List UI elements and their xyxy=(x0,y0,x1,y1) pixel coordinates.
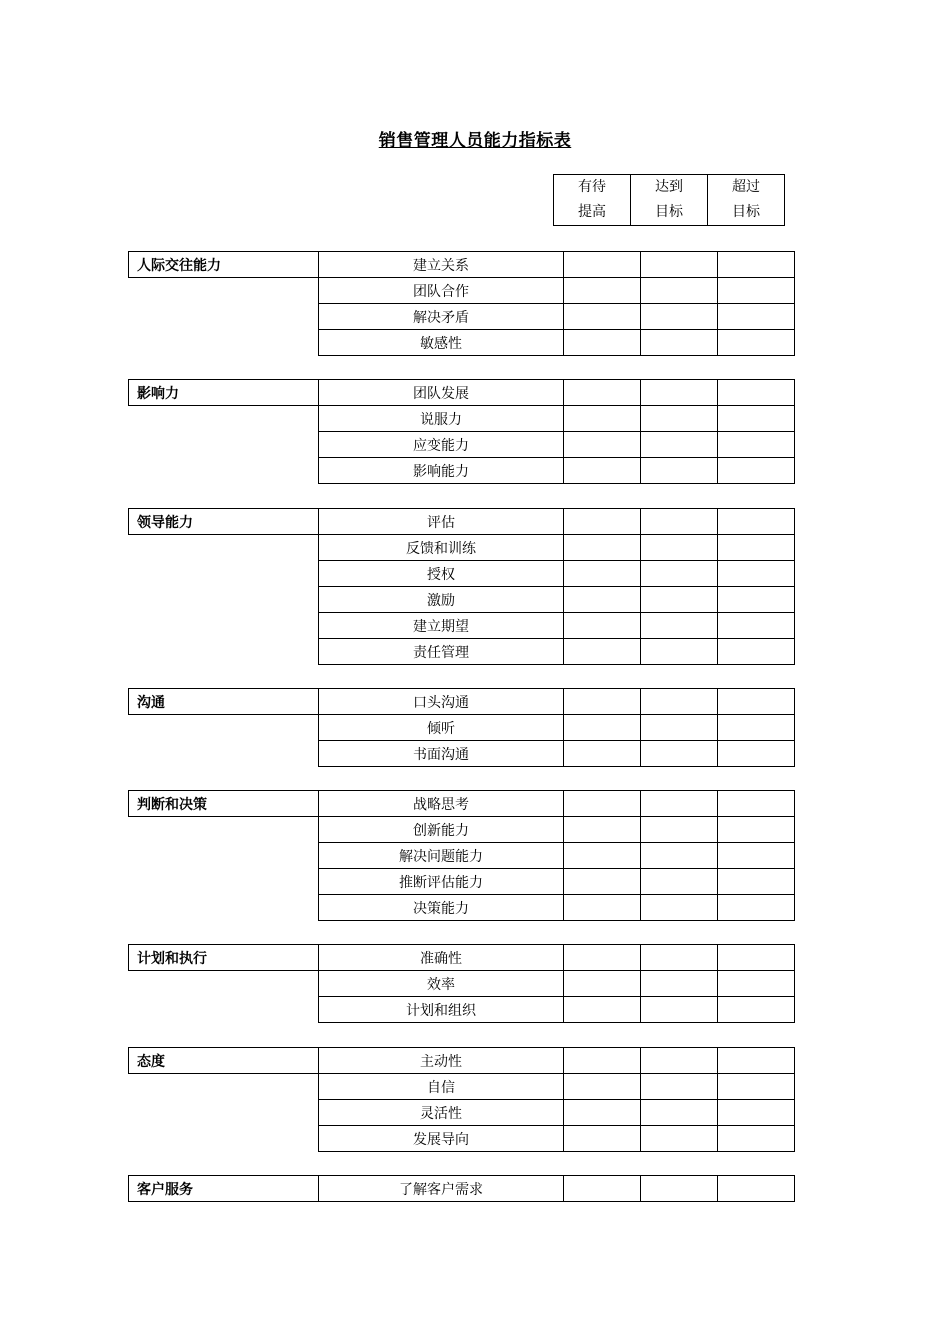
competency-item: 决策能力 xyxy=(319,895,564,921)
rating-cell-needs-improvement[interactable] xyxy=(564,1074,641,1100)
rating-cell-meets-target[interactable] xyxy=(641,791,718,817)
rating-cell-needs-improvement[interactable] xyxy=(564,458,641,484)
competency-item: 书面沟通 xyxy=(319,741,564,767)
rating-cell-meets-target[interactable] xyxy=(641,817,718,843)
rating-cell-exceeds-target[interactable] xyxy=(718,843,795,869)
table-row xyxy=(129,1176,795,1202)
rating-cell-needs-improvement[interactable] xyxy=(564,895,641,921)
rating-cell-exceeds-target[interactable] xyxy=(718,278,795,304)
rating-cell-needs-improvement[interactable] xyxy=(564,535,641,561)
table-row xyxy=(129,741,795,767)
header-meets-target: 达到 目标 xyxy=(631,175,708,226)
competency-item: 自信 xyxy=(319,1074,564,1100)
competency-item: 推断评估能力 xyxy=(319,869,564,895)
table-row xyxy=(129,971,795,997)
table-row xyxy=(129,278,795,304)
rating-cell-meets-target[interactable] xyxy=(641,330,718,356)
competency-item: 团队发展 xyxy=(319,380,564,406)
category-spacer xyxy=(129,1100,319,1126)
category-spacer xyxy=(129,639,319,665)
category-spacer xyxy=(129,304,319,330)
rating-cell-needs-improvement[interactable] xyxy=(564,1048,641,1074)
rating-cell-meets-target[interactable] xyxy=(641,252,718,278)
rating-cell-meets-target[interactable] xyxy=(641,304,718,330)
table-row xyxy=(129,817,795,843)
section-table xyxy=(128,379,795,484)
rating-cell-exceeds-target[interactable] xyxy=(718,639,795,665)
table-row xyxy=(129,509,795,535)
rating-cell-exceeds-target[interactable] xyxy=(718,1126,795,1152)
competency-item: 战略思考 xyxy=(319,791,564,817)
rating-cell-meets-target[interactable] xyxy=(641,432,718,458)
rating-cell-meets-target[interactable] xyxy=(641,380,718,406)
category-spacer xyxy=(129,432,319,458)
rating-cell-needs-improvement[interactable] xyxy=(564,741,641,767)
rating-cell-needs-improvement[interactable] xyxy=(564,380,641,406)
rating-cell-exceeds-target[interactable] xyxy=(718,252,795,278)
category-spacer xyxy=(129,869,319,895)
rating-cell-exceeds-target[interactable] xyxy=(718,1100,795,1126)
category-spacer xyxy=(129,895,319,921)
page-title: 销售管理人员能力指标表 xyxy=(378,131,572,151)
rating-cell-exceeds-target[interactable] xyxy=(718,613,795,639)
competency-item: 激励 xyxy=(319,587,564,613)
table-row xyxy=(129,406,795,432)
competency-item: 反馈和训练 xyxy=(319,535,564,561)
competency-item: 应变能力 xyxy=(319,432,564,458)
rating-cell-needs-improvement[interactable] xyxy=(564,1100,641,1126)
table-row xyxy=(129,843,795,869)
rating-cell-exceeds-target[interactable] xyxy=(718,945,795,971)
rating-cell-exceeds-target[interactable] xyxy=(718,1176,795,1202)
rating-cell-exceeds-target[interactable] xyxy=(718,817,795,843)
rating-cell-exceeds-target[interactable] xyxy=(718,869,795,895)
rating-cell-needs-improvement[interactable] xyxy=(564,715,641,741)
category-label: 态度 xyxy=(129,1048,319,1074)
rating-cell-needs-improvement[interactable] xyxy=(564,791,641,817)
rating-cell-meets-target[interactable] xyxy=(641,869,718,895)
category-spacer xyxy=(129,971,319,997)
category-spacer xyxy=(129,1074,319,1100)
rating-cell-needs-improvement[interactable] xyxy=(564,509,641,535)
table-row xyxy=(129,613,795,639)
competency-item: 主动性 xyxy=(319,1048,564,1074)
rating-cell-needs-improvement[interactable] xyxy=(564,689,641,715)
rating-cell-needs-improvement[interactable] xyxy=(564,406,641,432)
table-row xyxy=(129,535,795,561)
category-spacer xyxy=(129,817,319,843)
rating-cell-needs-improvement[interactable] xyxy=(564,997,641,1023)
section-table xyxy=(128,944,795,1023)
rating-cell-needs-improvement[interactable] xyxy=(564,1126,641,1152)
rating-cell-needs-improvement[interactable] xyxy=(564,304,641,330)
rating-cell-meets-target[interactable] xyxy=(641,406,718,432)
rating-cell-needs-improvement[interactable] xyxy=(564,587,641,613)
competency-item: 团队合作 xyxy=(319,278,564,304)
category-label: 影响力 xyxy=(129,380,319,406)
competency-item: 准确性 xyxy=(319,945,564,971)
rating-cell-meets-target[interactable] xyxy=(641,997,718,1023)
rating-cell-needs-improvement[interactable] xyxy=(564,843,641,869)
rating-cell-exceeds-target[interactable] xyxy=(718,587,795,613)
table-row xyxy=(129,689,795,715)
rating-cell-exceeds-target[interactable] xyxy=(718,741,795,767)
category-spacer xyxy=(129,843,319,869)
rating-cell-meets-target[interactable] xyxy=(641,741,718,767)
competency-item: 灵活性 xyxy=(319,1100,564,1126)
rating-cell-exceeds-target[interactable] xyxy=(718,535,795,561)
rating-cell-exceeds-target[interactable] xyxy=(718,304,795,330)
table-row xyxy=(129,380,795,406)
rating-cell-needs-improvement[interactable] xyxy=(564,971,641,997)
rating-cell-meets-target[interactable] xyxy=(641,278,718,304)
section-table xyxy=(128,790,795,921)
table-row xyxy=(129,587,795,613)
rating-cell-meets-target[interactable] xyxy=(641,689,718,715)
rating-cell-meets-target[interactable] xyxy=(641,1074,718,1100)
rating-cell-meets-target[interactable] xyxy=(641,971,718,997)
competency-item: 授权 xyxy=(319,561,564,587)
rating-cell-exceeds-target[interactable] xyxy=(718,689,795,715)
category-spacer xyxy=(129,278,319,304)
rating-cell-exceeds-target[interactable] xyxy=(718,458,795,484)
table-row xyxy=(129,639,795,665)
competency-item: 计划和组织 xyxy=(319,997,564,1023)
competency-item: 影响能力 xyxy=(319,458,564,484)
section-table xyxy=(128,251,795,356)
competency-item: 口头沟通 xyxy=(319,689,564,715)
category-spacer xyxy=(129,715,319,741)
rating-cell-meets-target[interactable] xyxy=(641,613,718,639)
category-label: 判断和决策 xyxy=(129,791,319,817)
category-label: 领导能力 xyxy=(129,509,319,535)
table-row xyxy=(129,330,795,356)
rating-cell-needs-improvement[interactable] xyxy=(564,432,641,458)
rating-cell-needs-improvement[interactable] xyxy=(564,613,641,639)
rating-cell-needs-improvement[interactable] xyxy=(564,1176,641,1202)
rating-cell-meets-target[interactable] xyxy=(641,715,718,741)
rating-cell-needs-improvement[interactable] xyxy=(564,561,641,587)
rating-cell-exceeds-target[interactable] xyxy=(718,406,795,432)
section-table xyxy=(128,1047,795,1152)
category-spacer xyxy=(129,997,319,1023)
category-label: 人际交往能力 xyxy=(129,252,319,278)
rating-cell-meets-target[interactable] xyxy=(641,945,718,971)
category-spacer xyxy=(129,613,319,639)
category-label: 沟通 xyxy=(129,689,319,715)
category-spacer xyxy=(129,587,319,613)
competency-item: 解决问题能力 xyxy=(319,843,564,869)
rating-cell-needs-improvement[interactable] xyxy=(564,278,641,304)
category-spacer xyxy=(129,1126,319,1152)
competency-item: 了解客户需求 xyxy=(319,1176,564,1202)
header-exceeds-target: 超过 目标 xyxy=(708,175,785,226)
table-row xyxy=(129,458,795,484)
competency-item: 评估 xyxy=(319,509,564,535)
table-row xyxy=(129,715,795,741)
competency-item: 建立关系 xyxy=(319,252,564,278)
category-spacer xyxy=(129,458,319,484)
competency-item: 创新能力 xyxy=(319,817,564,843)
rating-cell-meets-target[interactable] xyxy=(641,1048,718,1074)
table-row xyxy=(129,561,795,587)
rating-cell-needs-improvement[interactable] xyxy=(564,869,641,895)
rating-cell-needs-improvement[interactable] xyxy=(564,330,641,356)
category-spacer xyxy=(129,535,319,561)
table-row xyxy=(129,1074,795,1100)
section-table xyxy=(128,508,795,665)
category-label: 计划和执行 xyxy=(129,945,319,971)
table-row xyxy=(129,945,795,971)
table-row xyxy=(129,1048,795,1074)
competency-item: 倾听 xyxy=(319,715,564,741)
rating-cell-exceeds-target[interactable] xyxy=(718,895,795,921)
rating-cell-exceeds-target[interactable] xyxy=(718,432,795,458)
rating-cell-exceeds-target[interactable] xyxy=(718,1048,795,1074)
rating-cell-exceeds-target[interactable] xyxy=(718,791,795,817)
rating-cell-exceeds-target[interactable] xyxy=(718,715,795,741)
competency-item: 建立期望 xyxy=(319,613,564,639)
rating-cell-meets-target[interactable] xyxy=(641,587,718,613)
rating-cell-meets-target[interactable] xyxy=(641,1100,718,1126)
rating-cell-meets-target[interactable] xyxy=(641,561,718,587)
rating-header xyxy=(553,174,785,226)
rating-cell-exceeds-target[interactable] xyxy=(718,380,795,406)
rating-cell-needs-improvement[interactable] xyxy=(564,817,641,843)
rating-cell-meets-target[interactable] xyxy=(641,1176,718,1202)
rating-cell-exceeds-target[interactable] xyxy=(718,971,795,997)
competency-item: 责任管理 xyxy=(319,639,564,665)
rating-cell-exceeds-target[interactable] xyxy=(718,509,795,535)
table-row xyxy=(129,791,795,817)
competency-item: 敏感性 xyxy=(319,330,564,356)
category-spacer xyxy=(129,741,319,767)
category-spacer xyxy=(129,330,319,356)
category-spacer xyxy=(129,561,319,587)
table-row xyxy=(129,304,795,330)
table-row xyxy=(129,1126,795,1152)
rating-cell-meets-target[interactable] xyxy=(641,895,718,921)
competency-item: 解决矛盾 xyxy=(319,304,564,330)
rating-cell-meets-target[interactable] xyxy=(641,639,718,665)
rating-cell-meets-target[interactable] xyxy=(641,843,718,869)
section-table xyxy=(128,688,795,767)
category-label: 客户服务 xyxy=(129,1176,319,1202)
table-row xyxy=(129,895,795,921)
table-row xyxy=(129,252,795,278)
table-row xyxy=(129,997,795,1023)
table-row xyxy=(129,1100,795,1126)
rating-cell-exceeds-target[interactable] xyxy=(718,330,795,356)
competency-item: 发展导向 xyxy=(319,1126,564,1152)
rating-cell-exceeds-target[interactable] xyxy=(718,1074,795,1100)
rating-cell-needs-improvement[interactable] xyxy=(564,252,641,278)
competency-item: 说服力 xyxy=(319,406,564,432)
table-row xyxy=(129,869,795,895)
competency-item: 效率 xyxy=(319,971,564,997)
category-spacer xyxy=(129,406,319,432)
table-row xyxy=(129,432,795,458)
rating-cell-meets-target[interactable] xyxy=(641,458,718,484)
section-table xyxy=(128,1175,795,1202)
rating-cell-meets-target[interactable] xyxy=(641,1126,718,1152)
rating-cell-exceeds-target[interactable] xyxy=(718,997,795,1023)
rating-cell-needs-improvement[interactable] xyxy=(564,945,641,971)
header-needs-improvement: 有待 提高 xyxy=(554,175,631,226)
rating-cell-meets-target[interactable] xyxy=(641,509,718,535)
rating-cell-meets-target[interactable] xyxy=(641,535,718,561)
rating-cell-needs-improvement[interactable] xyxy=(564,639,641,665)
rating-cell-exceeds-target[interactable] xyxy=(718,561,795,587)
